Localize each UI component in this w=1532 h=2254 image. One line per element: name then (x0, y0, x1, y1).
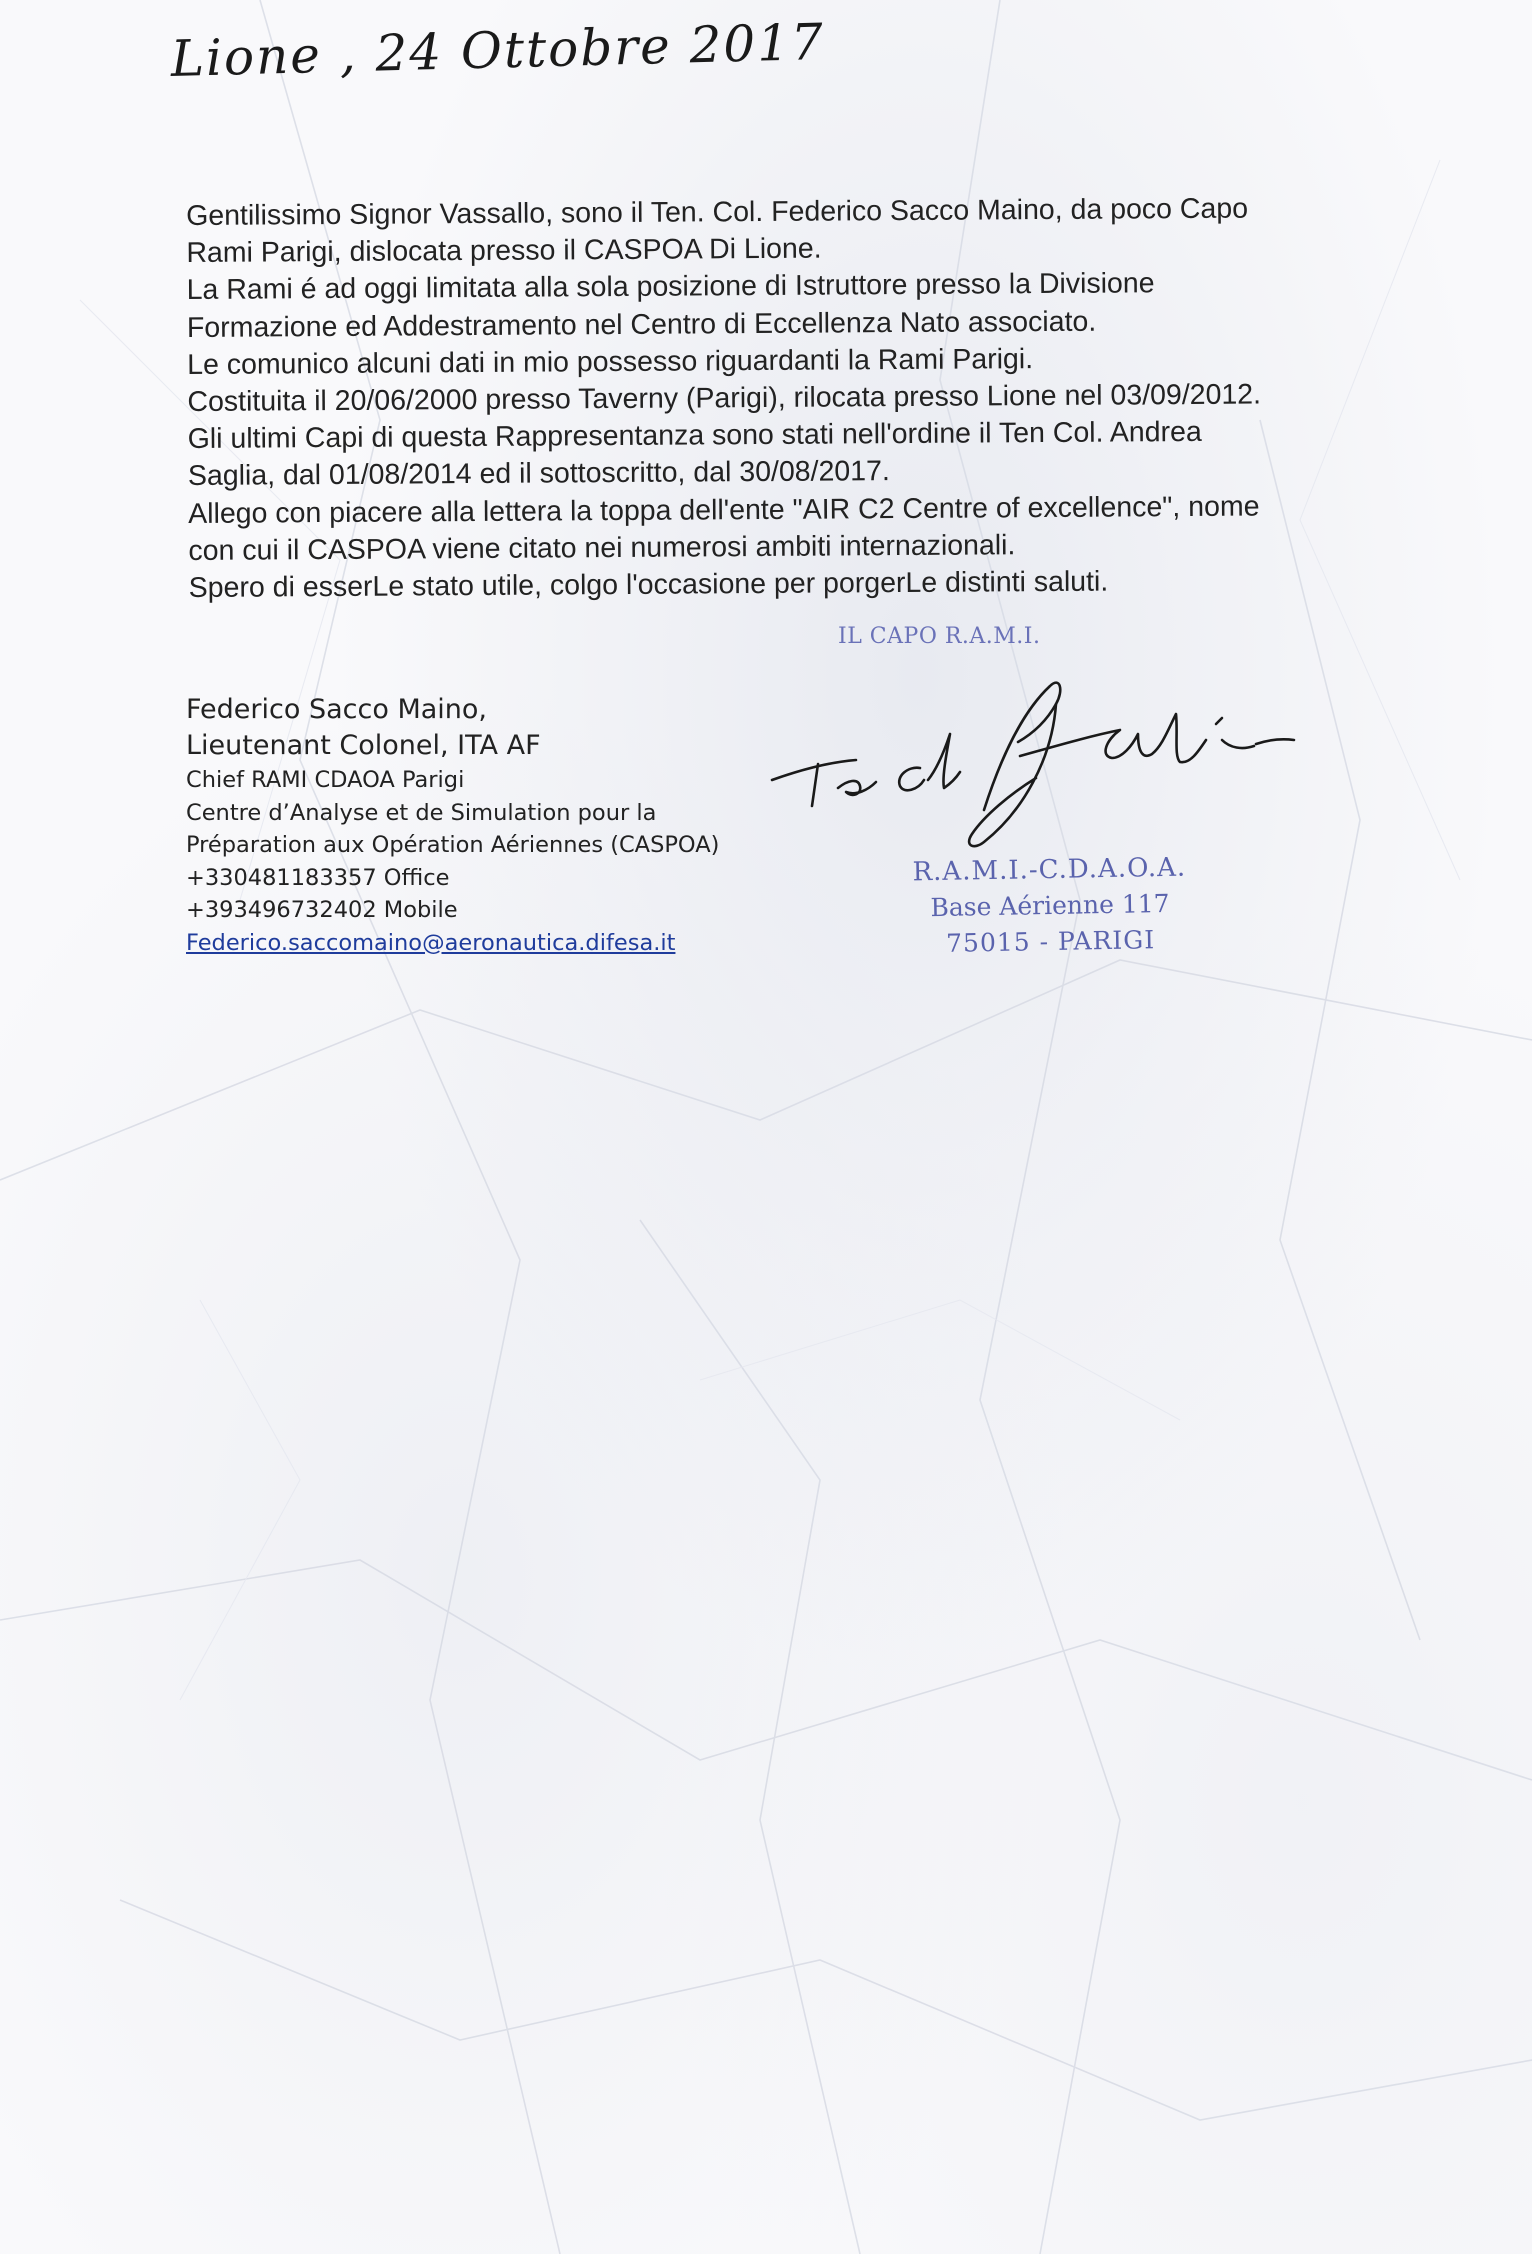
body-line: Gentilissimo Signor Vassallo, sono il Ten. Col. Federico Sacco Maino, da poco Capo (186, 192, 1249, 232)
body-line: Le comunico alcuni dati in mio possesso riguardanti la Rami Parigi. (187, 342, 1034, 381)
mobile-phone: +393496732402 Mobile (186, 897, 458, 923)
stamp-line-2: Base Aérienne 117 (930, 888, 1170, 923)
body-line: Spero di esserLe stato utile, colgo l'occasione per porgerLe distinti saluti. (188, 565, 1109, 605)
email-link[interactable]: Federico.saccomaino@aeronautica.difesa.it (186, 929, 676, 956)
stamp-line-3: 75015 - PARIGI (945, 925, 1156, 958)
office-phone: +330481183357 Office (186, 864, 450, 891)
stamp-line-1: R.A.M.I.-C.D.A.O.A. (912, 852, 1187, 888)
signer-role: Chief RAMI CDAOA Parigi (186, 767, 465, 793)
signature-block (186, 692, 719, 959)
letter-body (186, 189, 1429, 607)
body-line: La Rami é ad oggi limitata alla sola posizione di Istruttore presso la Divisione (186, 267, 1155, 307)
signer-rank: Lieutenant Colonel, ITA AF (186, 730, 541, 761)
centre-name-line2: Préparation aux Opération Aériennes (CASPOA) (186, 832, 720, 858)
body-line: con cui il CASPOA viene citato nei numerosi ambiti internazionali. (188, 529, 1016, 567)
body-line: Rami Parigi, dislocata presso il CASPOA Di Lione. (186, 232, 822, 270)
body-line: Saglia, dal 01/08/2014 ed il sottoscritto, dal 30/08/2017. (187, 455, 890, 493)
capo-rami-stamp: IL CAPO R.A.M.I. (838, 624, 1041, 649)
handwritten-signature (760, 660, 1300, 860)
body-line: Gli ultimi Capi di questa Rappresentanza sono stati nell'ordine il Ten Col. Andrea (187, 416, 1202, 456)
body-line: Formazione ed Addestramento nel Centro di Eccellenza Nato associato. (186, 305, 1097, 344)
signer-name: Federico Sacco Maino, (186, 694, 487, 725)
centre-name-line1: Centre d’Analyse et de Simulation pour la (186, 799, 657, 826)
body-line: Costituita il 20/06/2000 presso Taverny (Parigi), rilocata presso Lione nel 03/09/2012. (187, 378, 1262, 419)
handwritten-date: Lione , 24 Ottobre 2017 (170, 12, 826, 88)
body-line: Allego con piacere alla lettera la toppa dell'ente "AIR C2 Centre of excellence", nome (188, 490, 1260, 530)
official-stamp (879, 849, 1221, 963)
